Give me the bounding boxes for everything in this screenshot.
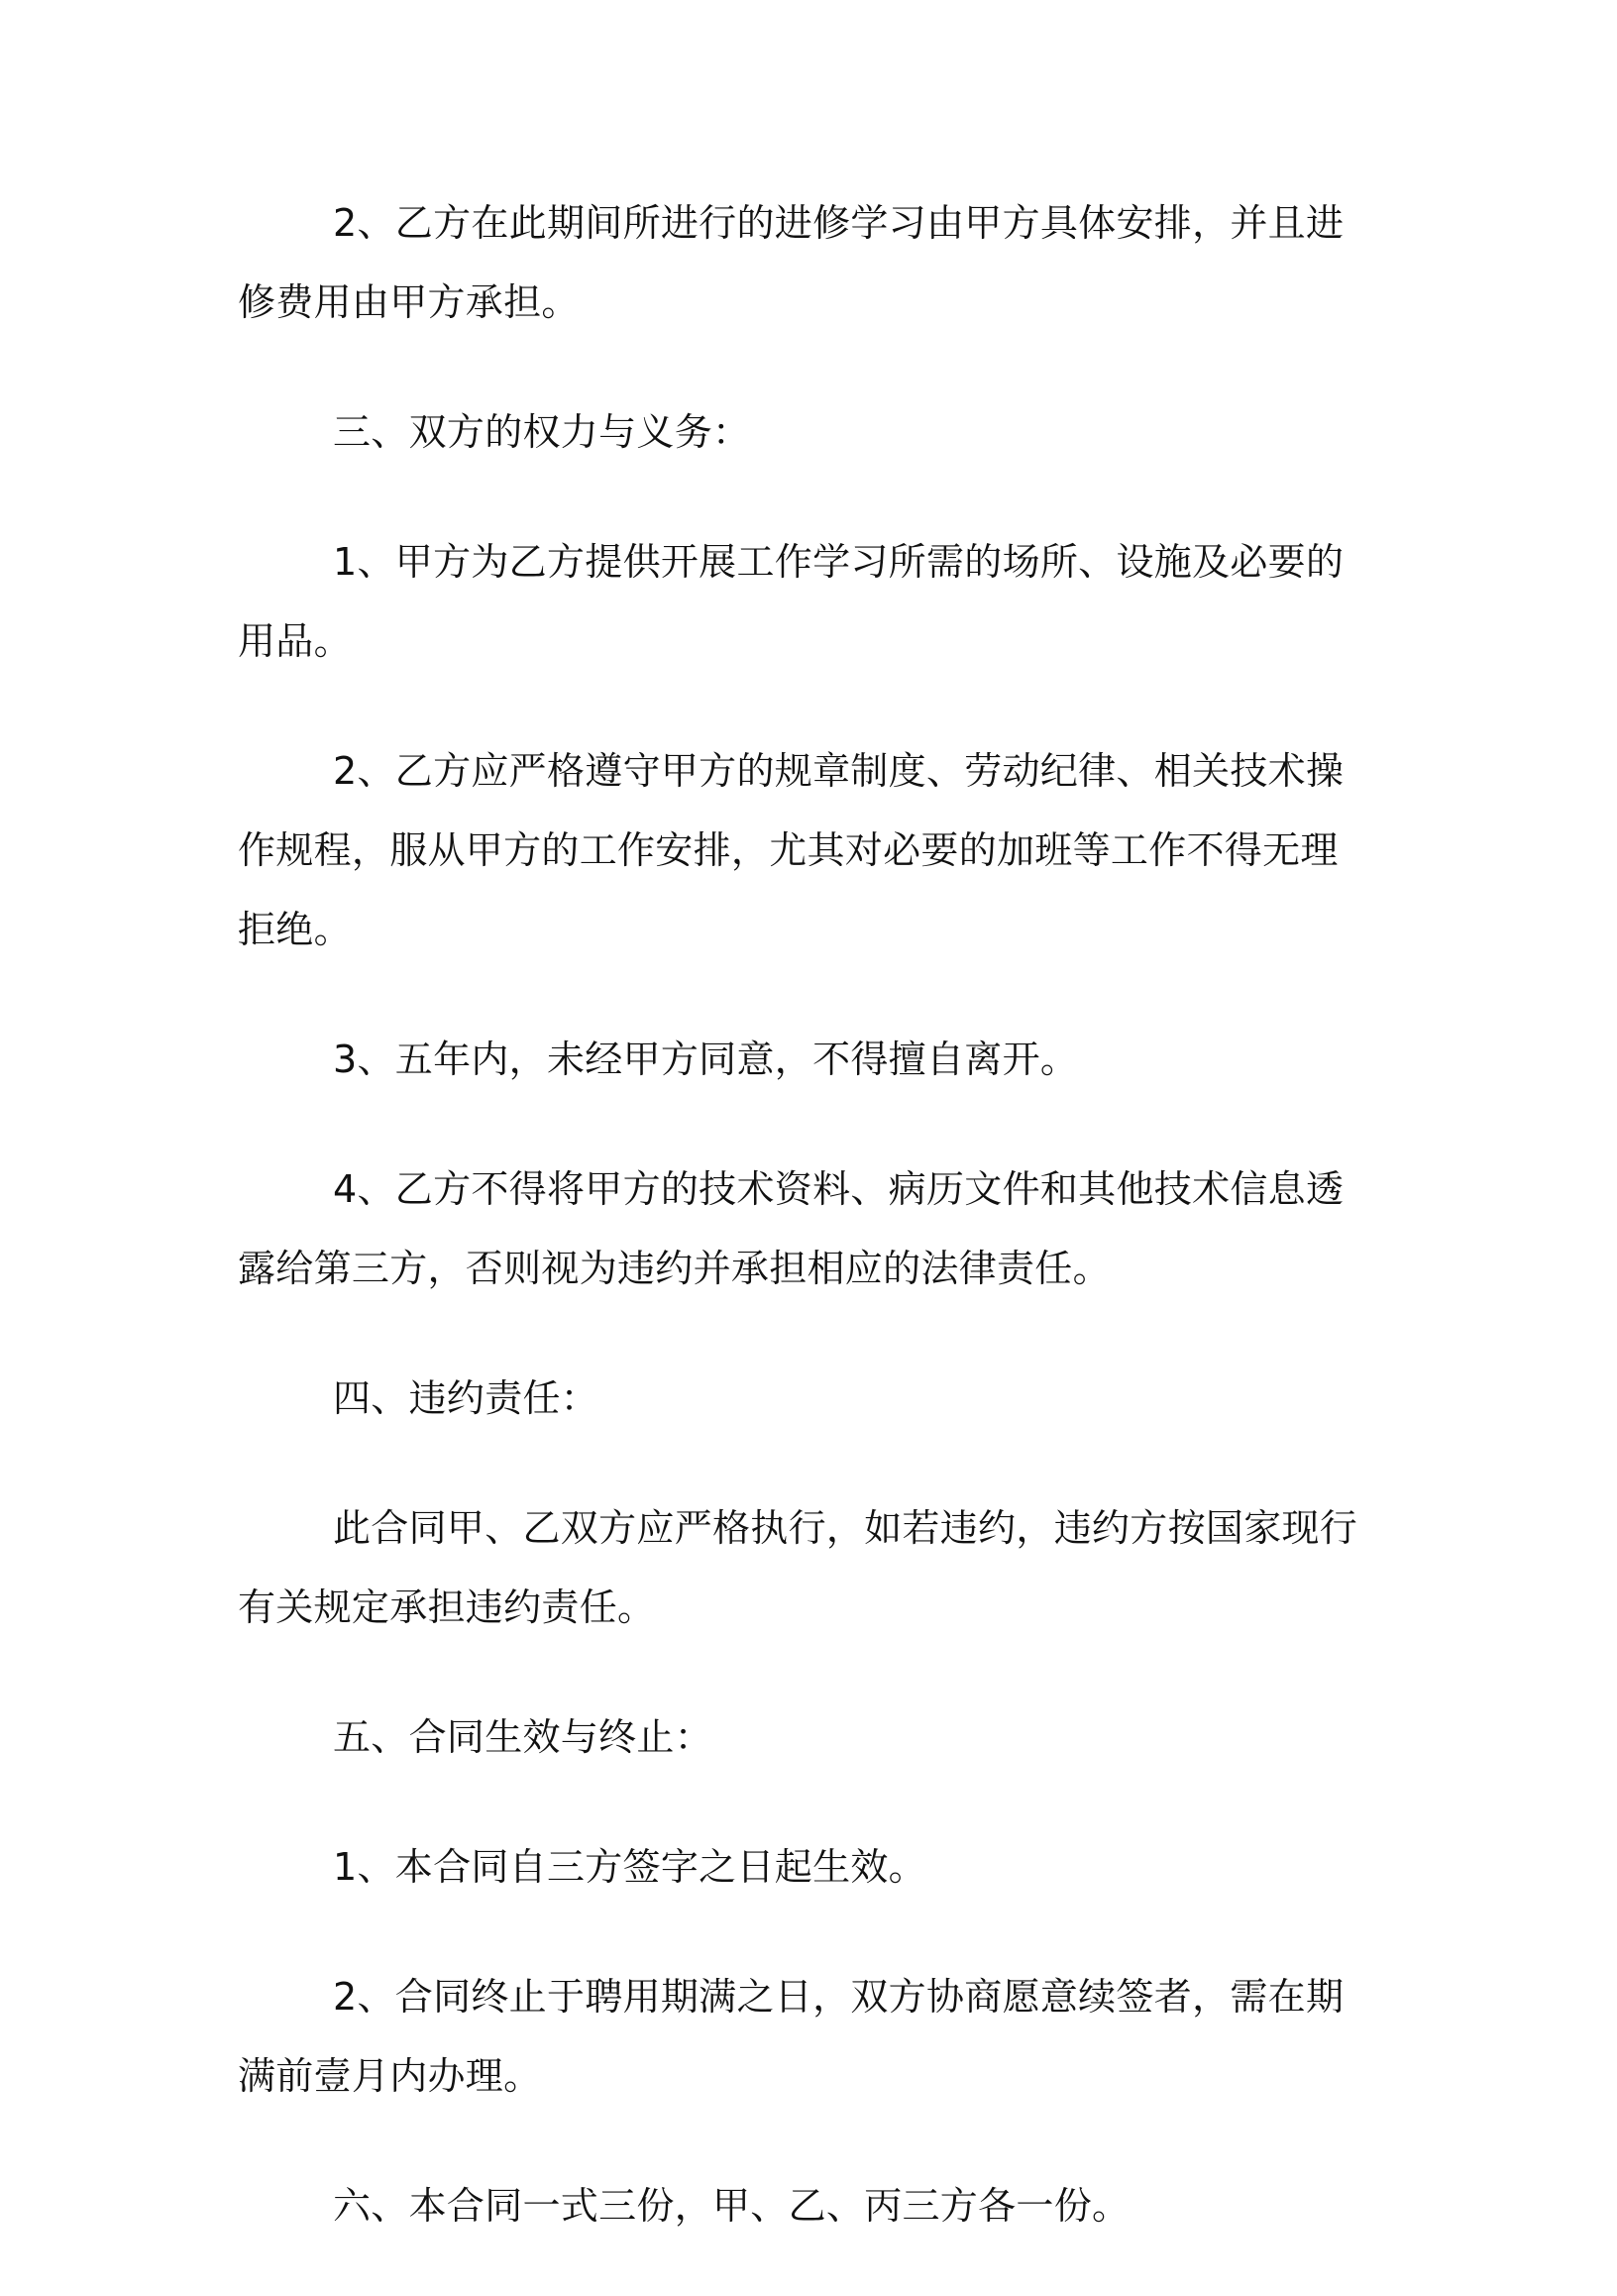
contract-body	[238, 183, 1367, 2296]
paragraph-termination-renewal: 2、合同终止于聘用期满之日，双方协商愿意续签者，需在期满前壹月内办理。	[238, 1975, 1345, 2098]
paragraph-effective-date: 1、本合同自三方签字之日起生效。	[333, 1845, 926, 1889]
paragraph-five-year-term: 3、五年内，未经甲方同意，不得擅自离开。	[333, 1038, 1079, 1081]
section-heading-rights-obligations: 三、双方的权力与义务：	[333, 410, 751, 454]
section-heading-breach-liability: 四、违约责任：	[333, 1376, 599, 1420]
paragraph-rules-compliance: 2、乙方应严格遵守甲方的规章制度、劳动纪律、相关技术操作规程，服从甲方的工作安排，尤其对必要的加班等工作不得无理拒绝。	[238, 749, 1345, 951]
paragraph-workplace-provision: 1、甲方为乙方提供开展工作学习所需的场所、设施及必要的用品。	[238, 540, 1345, 663]
paragraph-confidentiality: 4、乙方不得将甲方的技术资料、病历文件和其他技术信息透露给第三方，否则视为违约并承担相应的法律责任。	[238, 1167, 1345, 1290]
paragraph-further-study-arrangement: 2、乙方在此期间所进行的进修学习由甲方具体安排，并且进修费用由甲方承担。	[238, 201, 1345, 324]
paragraph-copies: 六、本合同一式三份，甲、乙、丙三方各一份。	[333, 2184, 1131, 2228]
section-heading-effect-termination: 五、合同生效与终止：	[333, 1715, 713, 1759]
paragraph-breach-liability: 此合同甲、乙双方应严格执行，如若违约，违约方按国家现行有关规定承担违约责任。	[238, 1506, 1358, 1629]
